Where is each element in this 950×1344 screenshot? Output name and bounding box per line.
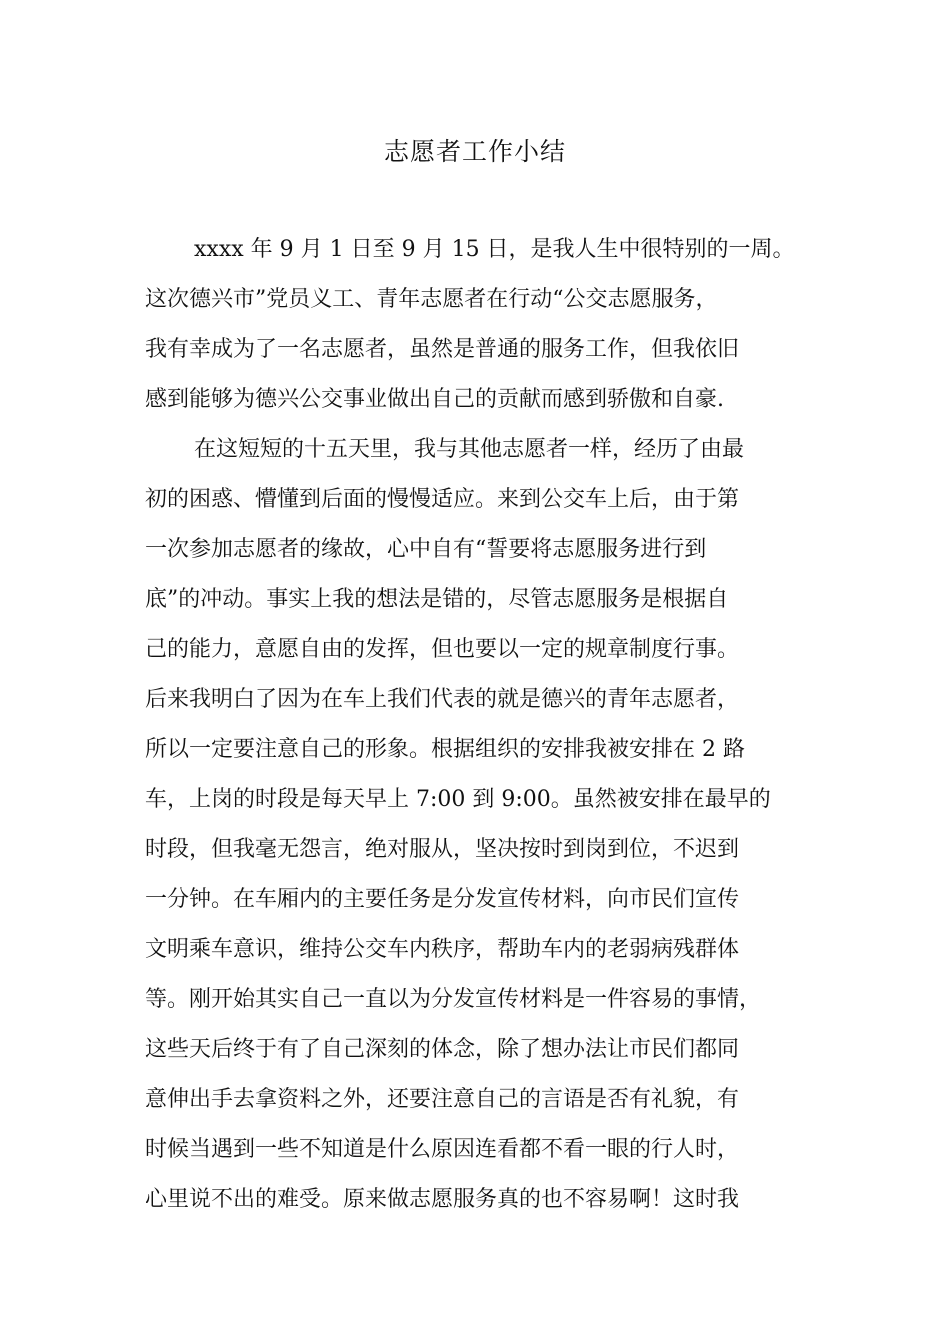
text-line: 后来我明白了因为在车上我们代表的就是德兴的青年志愿者， — [145, 687, 740, 712]
text-line: 我有幸成为了一名志愿者，虽然是普通的服务工作，但我依旧 — [145, 337, 740, 362]
text-line: 底”的冲动。事实上我的想法是错的，尽管志愿服务是根据自 — [145, 587, 729, 612]
text-line: 这些天后终于有了自己深刻的体念，除了想办法让市民们都同 — [145, 1037, 740, 1062]
text-line: 在这短短的十五天里，我与其他志愿者一样，经历了由最 — [194, 437, 745, 462]
text-line: 一分钟。在车厢内的主要任务是分发宣传材料，向市民们宣传 — [145, 887, 740, 912]
text-line: 所以一定要注意自己的形象。根据组织的安排我被安排在 2 路 — [145, 737, 745, 762]
text-line: 己的能力，意愿自由的发挥，但也要以一定的规章制度行事。 — [145, 637, 740, 662]
text-line: 文明乘车意识，维持公交车内秩序，帮助车内的老弱病残群体 — [145, 937, 740, 962]
text-line: 心里说不出的难受。原来做志愿服务真的也不容易啊！这时我 — [145, 1187, 740, 1212]
text-line: 感到能够为德兴公交事业做出自己的贡献而感到骄傲和自豪. — [145, 387, 724, 412]
text-line: 时候当遇到一些不知道是什么原因连看都不看一眼的行人时， — [145, 1137, 740, 1162]
text-line: 一次参加志愿者的缘故，心中自有“誓要将志愿服务进行到 — [145, 537, 707, 562]
text-line: xxxx 年 9 月 1 日至 9 月 15 日，是我人生中很特别的一周。 — [194, 237, 795, 262]
text-line: 这次德兴市”党员义工、青年志愿者在行动“公交志愿服务， — [145, 287, 718, 312]
text-line: 意伸出手去拿资料之外，还要注意自己的言语是否有礼貌，有 — [145, 1087, 740, 1112]
text-line: 初的困惑、懵懂到后面的慢慢适应。来到公交车上后，由于第 — [145, 487, 740, 512]
text-line: 等。刚开始其实自己一直以为分发宣传材料是一件容易的事情， — [145, 987, 762, 1012]
text-line: 车，上岗的时段是每天早上 7:00 到 9:00。虽然被安排在最早的 — [145, 787, 771, 812]
document-title: 志愿者工作小结 — [383, 137, 566, 166]
text-line: 时段，但我毫无怨言，绝对服从，坚决按时到岗到位，不迟到 — [145, 837, 740, 862]
